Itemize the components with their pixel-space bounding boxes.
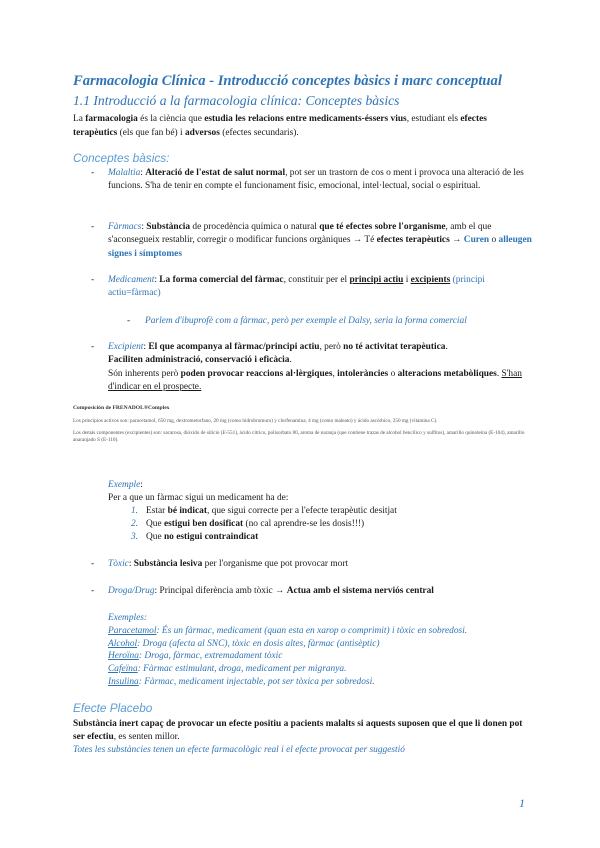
list-item: 2. Que estigui ben dosificat (no cal aprendre-se les dosis!!!) bbox=[130, 519, 365, 529]
heading-conceptes: Conceptes bàsics: bbox=[73, 151, 170, 165]
bullet-dash: - bbox=[91, 168, 95, 178]
composition-label-image bbox=[73, 405, 545, 444]
composition-excipients: Los demás componentes (excipientes) son: sacarosa, dióxido de silicio (E-551), ácido cítrico, polisorbato 80, aroma de naranja (que contiene trazas de alcohol bencílico y sulfitos), amarillo quinoleína (E-104), amarillo anaranjado S (E-110). bbox=[73, 430, 525, 443]
term-medicament: Medicament bbox=[108, 275, 155, 285]
bullet-dash: - bbox=[91, 275, 95, 285]
page-title: Farmacologia Clínica - Introducció conceptes bàsics i marc conceptual bbox=[73, 73, 502, 89]
item-droga: Droga/Drug: Principal diferència amb tòxic → Actua amb el sistema nerviós central bbox=[108, 586, 434, 596]
bullet-dash: - bbox=[91, 586, 95, 596]
item-toxic: Tòxic: Substància lesiva per l'organisme que pot provocar mort bbox=[108, 559, 349, 569]
placebo-paragraph: Substància inert capaç de provocar un efecte positiu a pacients malalts si aquests suposen que el que li donen pot ser efectiu, es senten millor. Totes les substàncies tenen un efecte farmacològic real i el efecte provocat per suggestió bbox=[73, 719, 523, 755]
exemples-list bbox=[108, 612, 528, 689]
bullet-dash: - bbox=[91, 222, 95, 232]
item-medicament: Medicament: La forma comercial del fàrmac, constituir per el principi actiu i excipients (principi actiu=fàrmac) bbox=[108, 275, 485, 299]
section-subtitle: 1.1 Introducció a la farmacologia clínica: Conceptes bàsics bbox=[73, 93, 400, 108]
list-item: Insulina: Fàrmac, medicament injectable, pot ser tòxica per sobredosi. bbox=[108, 676, 375, 687]
list-item: Alcohol: Droga (afecta al SNC), tòxic en dosis altes, fàrmac (antisèptic) bbox=[108, 638, 380, 649]
term-excipient: Excipient bbox=[108, 342, 144, 352]
page-number: 1 bbox=[519, 796, 525, 810]
list-item: Paracetamol: És un fàrmac, medicament (quan esta en xarop o comprimit) i tòxic en sobredosi. bbox=[108, 625, 468, 636]
bullet-dash: - bbox=[91, 342, 95, 352]
intro-paragraph: La farmacologia és la ciència que estudia les relacions entre medicaments-éssers vius, estudiant els efectes terapèutics (els que fan bé) i adversos (efectes secundaris). bbox=[73, 114, 487, 138]
term-malaltia: Malaltia bbox=[108, 168, 141, 178]
list-item: 3. Que no estigui contraindicat bbox=[130, 532, 259, 542]
term-toxic: Tòxic bbox=[108, 559, 129, 569]
exemple-label: Exemple bbox=[108, 480, 141, 490]
requirements-list bbox=[112, 505, 397, 544]
list-item: Cafeïna: Fàrmac estimulant, droga, medicament per migranya. bbox=[108, 664, 347, 675]
term-droga: Droga/Drug bbox=[108, 586, 155, 596]
placebo-note: Totes les substàncies tenen un efecte farmacològic real i el efecte provocat per suggestió bbox=[73, 745, 405, 755]
item-malaltia: Malaltia: Alteració de l'estat de salut normal, pot ser un trastorn de cos o ment i provoca una alteració de les funcions. S'ha de tenir en compte el funcionament físic, emocional, intel·lectual, social o espiritual. bbox=[108, 168, 524, 192]
list-item: 1. Estar bé indicat, que sigui correcte per a l'efecte terapèutic desitjat bbox=[130, 506, 397, 516]
list-item: Heroïna: Droga, fàrmac, extremadament tòxic bbox=[108, 651, 283, 662]
item-farmacs: Fàrmacs: Substància de procedència química o natural que té efectes sobre l'organisme, amb el que s'aconsegueix restablir, corregir o modificar funcions orgàniques → Té efectes terapèutics → Curen o alleugen signes i símptomes bbox=[108, 222, 532, 259]
exemples-label: Exemples: bbox=[108, 613, 148, 623]
item-excipient: Excipient: El que acompanya al fàrmac/principi actiu, però no té activitat terapèutica. Faciliten administració, conservació i eficàcia. Són inherents però poden provocar reaccions al·lèrgiques, intoleràncies o alteracions metabòliques. S'han d'indicar en el prospecte. bbox=[108, 342, 522, 392]
composition-title: Composición de FRENADOL®Complex bbox=[73, 405, 170, 411]
bullet-dash: - bbox=[91, 559, 95, 569]
sub-bullet-dash: - bbox=[127, 316, 131, 326]
composition-actives: Los principios activos son: paracetamol, 650 mg, dextrometorfano, 20 mg (como hidrobromuro) y clorfenamina, 4 mg (como maleato) y ácido ascórbico, 250 mg (vitamina C). bbox=[73, 418, 438, 424]
medicament-note: Parlem d'ibuprofè com a fàrmac, però per exemple el Dalsy, seria la forma comercial bbox=[145, 316, 467, 326]
term-farmacs: Fàrmacs bbox=[108, 222, 142, 232]
exemple-block: Exemple: Per a que un fàrmac sigui un medicament ha de: bbox=[108, 480, 289, 504]
heading-placebo: Efecte Placebo bbox=[73, 701, 153, 715]
